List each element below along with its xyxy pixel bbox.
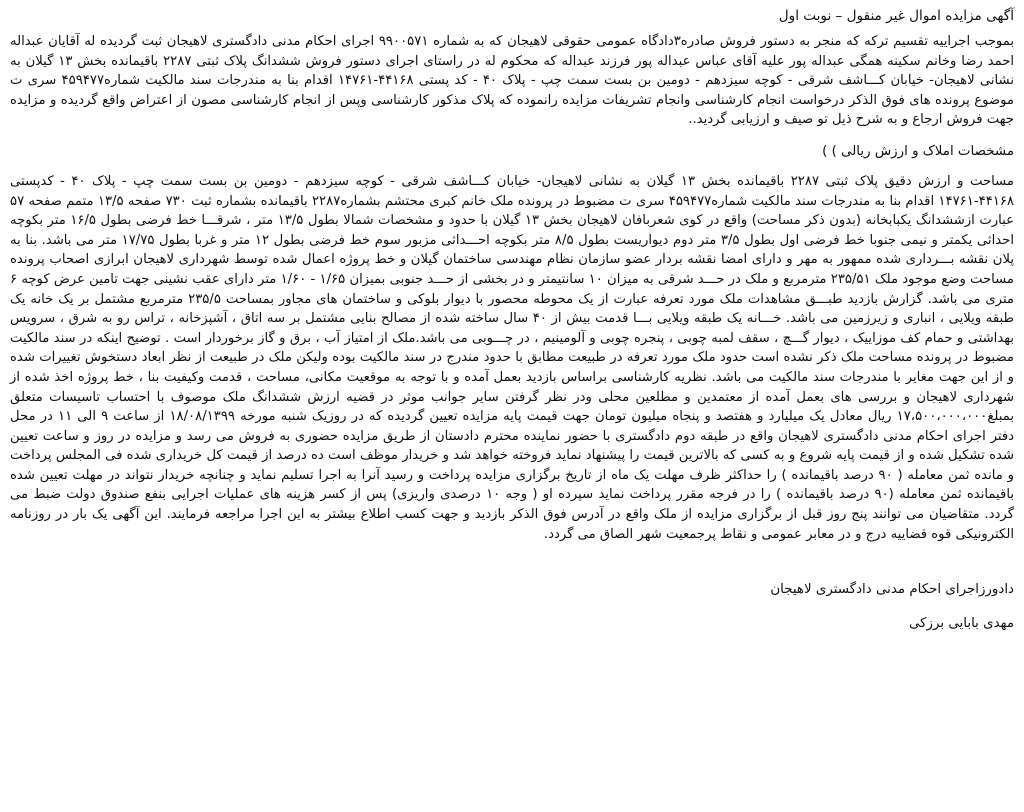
signature-name: مهدی بابایی برزکی (909, 616, 1014, 632)
property-details-paragraph: مساحت و ارزش دقیق پلاک ثبتی ۲۲۸۷ باقیمانده بخش ۱۳ گیلان به نشانی لاهیجان- خیابان کـــاشف شرقی - کوچه سیزدهم - دومین بن بست سمت چپ - پلاک ۴۰ - کدپستی ۴۴۱۶۸-۱۴۷۶۱ اقدام بنا به مندرجات سند مالکیت شماره۴۵۹۴۷۷ سری ت مضبوط در پرونده ملک خانم کبری محتشم بشماره۲۲۸۷ باقیمانده بشماره ثبت ۷۳۰ صفحه ۱۳/۵ متمم صفحه ۵۷ عبارت ازششدانگ یکبابخانه (بدون ذکر مساحت) واقع در کوی شعربافان لاهیجان بخش ۱۳ گیلان با حدود و مشخصات شمالا بطول ۱۳/۵ متر ، شرقـــا خط فرضی بطول ۱۶/۵ متر بکوچه احداثی یکمتر و نیمی جنوبا خط فرضی اول بطول ۳/۵ متر دوم دیواریست بطول ۸/۵ متر بکوچه احـــداثی مزبور سوم خط فرضی بطول ۱۲ متر و غربا بطول ۱۷/۷۵ متر می باشد. بنا به پلان نقشه بـــرداری شده ممهور به مهر و دارای امضا نقشه بردار عضو سازمان نظام مهندسی ساختمان گیلان و خط پروژه اعمال شده توسط شهرداری لاهیجان ابرازی اصحاب پرونده مساحت وضع موجود ملک ۲۳۵/۵۱ مترمربع و ملک در حـــد شرقی به میزان ۱۰ سانتیمتر و در بخشی از حـــد جنوبی بمیزان ۱/۶۵ - ۱/۶۰ متر دارای عقب نشینی جهت تامین عرض کوچه ۶ متری می باشد. گزارش بازدید طبـــق مشاهدات ملک مورد تعرفه عبارت از یک محوطه محصور با دیوار بلوکی و ساختمان های مجاور بمساحت ۲۳۵/۵ مترمربع مشتمل بر یک خانه یک طبقه ویلایی ، انباری و زیرزمین می باشد. خـــانه یک طبقه ویلایی بـــا قدمت بیش از ۴۰ سال ساخته شده از مصالح بنایی مشتمل بر سه اتاق ، آشپزخانه ، تراس رو به شرق ، سرویس بهداشتی و حمام کف موزاییک ، دیوار گـــچ ، سقف لمبه چوبی ، پنجره چوبی و آلومینیم ، در چـــوبی می باشد.ملک از امتیاز آب ، برق و گاز برخوردار است . توضیح اینکه در سند مالکیت مضبوط در پرونده مساحت ملک ذکر نشده است حدود ملک مورد تعرفه در طبیعت مطابق با حدود مندرج در سند مالکیت بوده ولیکن ملک در طبیعت از نظر ابعاد دستخوش تغییرات شده و از این جهت مغایر با مندرجات سند مالکیت می باشد. نظریه کارشناسی براساس بازدید بعمل آمده و با توجه به موقعیت مکانی، مساحت ، قدمت وکیفیت بنا ، خط پروژه اخذ شده از شهرداری لاهیجان و بررسی های بعمل آمده از معتمدین و مطلعین محلی ودر نظر گرفتن سایر جوانب موثر در قضیه ارزش ششدانگ ملک موصوف با احتساب تاسیسات متعلق بمبلغ۱۷،۵۰۰،۰۰۰،۰۰۰ ریال معادل یک میلیارد و هفتصد و پنجاه میلیون تومان جهت قیمت پایه مزایده تعیین گردیده که در روزیک شنبه مورخه ۱۸/۰۸/۱۳۹۹ از ساعت ۹ الی ۱۱ در محل دفتر اجرای احکام مدنی دادگستری لاهیجان واقع در طبقه دوم دادگستری با حضور نماینده محترم دادستان از طریق مزایده حضوری به فروش می رسد و مزایده در روز و ساعت تعیین شده تشکیل شده و از قیمت پایه شروع و به کسی که بالاترین قیمت را پیشنهاد نماید فروخته خواهد شد و خریدار موظف است ده درصد از قیمت کل خریداری شده فی المجلس پرداخت و مانده ثمن معامله ( ۹۰ درصد باقیمانده ) را حداکثر ظرف مهلت یک ماه از تاریخ برگزاری مزایده پرداخت و رسید آنرا به اجرا تسلیم نماید و چنانچه خریدار نتواند در مهلت تعیین شده باقیمانده ثمن معامله (۹۰ درصد باقیمانده ) را در فرجه مقرر پرداخت نماید سپرده او ( وجه ۱۰ درصدی واریزی) پس از کسر هزینه های عملیات اجرایی بنفع صندوق دولت ضبط می گردد. متقاضیان می توانند پنج روز قبل از برگزاری مزایده از ملک واقع در آدرس فوق الذکر بازدید و جهت کسب اطلاع بیشتر به این اجرا مراجعه فرمایند. این آگهی یک بار در روزنامه الکترونیکی قوه قضاییه درج و در معابر عمومی و نقاط پرجمعیت شهر الصاق می گردد. (10, 173, 1015, 542)
notice-title: آگهی مزایده اموال غیر منقول – نوبت اول (778, 8, 1014, 24)
section-heading: مشخصات املاک و ارزش ریالی ) ) (822, 143, 1014, 159)
notice-intro-paragraph: بموجب اجراییه تقسیم ترکه که منجر به دستور فروش صادره۳دادگاه عمومی حقوقی لاهیجان که به شماره ۹۹۰۰۵۷۱ اجرای احکام مدنی دادگستری لاهیجان ثبت گردیده له آقایان عبداله احمد رضا وخانم سکینه همگی عبداله پور علیه آقای عباس عبداله پور فرزند عبداله که محکوم له در راستای اجرای دستور فروش ششدانگ پلاک ثبتی ۲۲۸۷ باقیمانده بخش ۱۳ گیلان به نشانی لاهیجان- خیابان کـــاشف شرقی - کوچه سیزدهم - دومین بن بست سمت چپ - پلاک ۴۰ - کد پستی ۴۴۱۶۸-۱۴۷۶۱ اقدام بنا به مندرجات سند مالکیت شماره۴۵۹۴۷۷ سری ت موضوع پرونده های فوق الذکر درخواست انجام کارشناسی وانجام تشریفات مزایده رانموده که پلاک مذکور کارشناسی وپس از انجام کارشناسی مصون از اعتراض واقع گردیده و مزایده جهت فروش ارجاع و به شرح ذیل تو صیف و ارزیابی گردید.. (10, 34, 1015, 128)
signature-office: دادورزاجرای احکام مدنی دادگستری لاهیجان (770, 582, 1014, 598)
signature-block (10, 580, 1014, 634)
